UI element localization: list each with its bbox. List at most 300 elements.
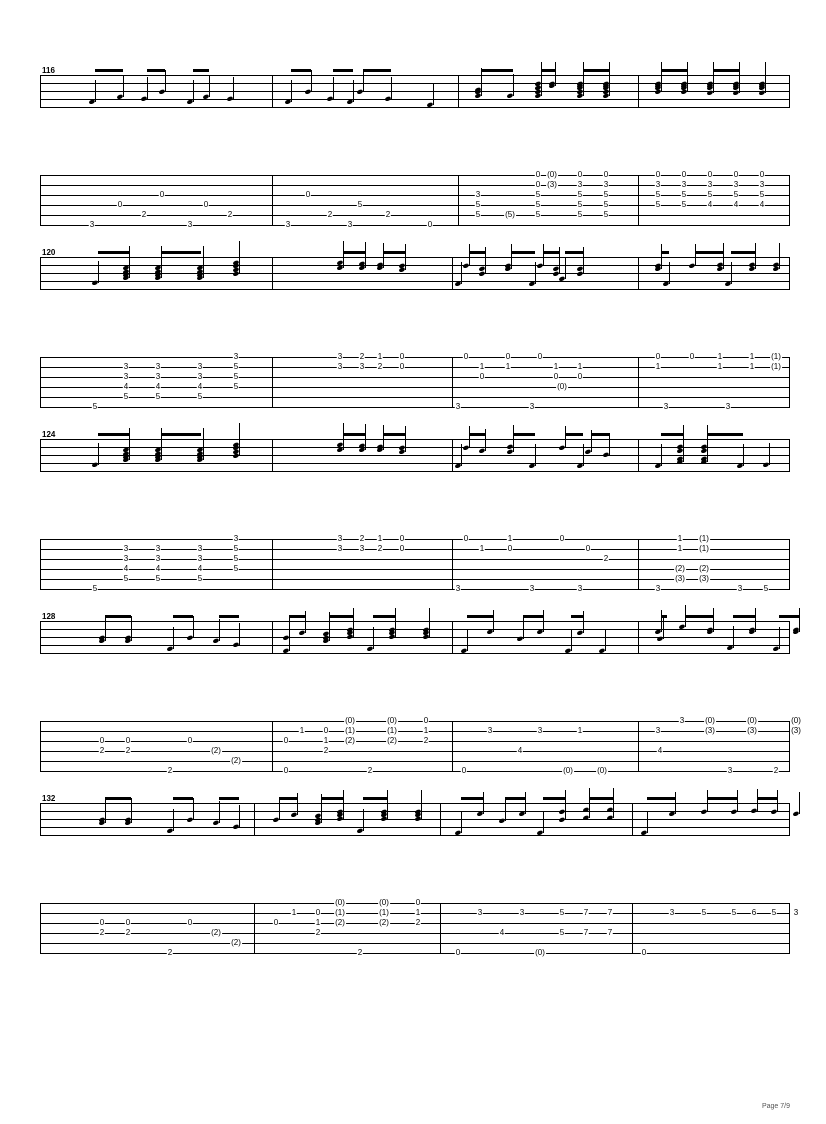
- tab-number: 2: [167, 948, 173, 957]
- note-stem: [493, 610, 494, 632]
- barline: [272, 175, 273, 226]
- tab-number: (2): [231, 756, 241, 765]
- tab-number: 3: [123, 544, 129, 553]
- tab-number: 5: [357, 200, 363, 209]
- tab-number: (2): [387, 736, 397, 745]
- tab-number: 2: [773, 766, 779, 775]
- beam: [147, 69, 165, 72]
- note-stem: [565, 798, 566, 820]
- barline: [40, 175, 41, 226]
- note-stem: [321, 801, 322, 823]
- barline: [452, 721, 453, 772]
- note-stem: [799, 792, 800, 814]
- beam: [219, 797, 239, 800]
- note-stem: [203, 438, 204, 460]
- tab-number: 1: [717, 352, 723, 361]
- tab-number: 3: [655, 584, 661, 593]
- note-stem: [233, 77, 234, 99]
- tab-number: 3: [337, 362, 343, 371]
- tab-number: 3: [681, 180, 687, 189]
- staff-line: [40, 455, 790, 456]
- tab-number: (3): [705, 726, 715, 735]
- note-stem: [239, 434, 240, 456]
- staff-line: [40, 621, 790, 622]
- barline: [40, 357, 41, 408]
- barline: [254, 903, 255, 954]
- barline: [452, 621, 453, 654]
- tab-number: 3: [655, 726, 661, 735]
- tab-number: 4: [517, 746, 523, 755]
- tab-number: 0: [117, 200, 123, 209]
- note-stem: [467, 629, 468, 651]
- barline-end: [789, 439, 790, 472]
- tab-number: 2: [327, 210, 333, 219]
- tab-number: 1: [677, 544, 683, 553]
- tab-number: 5: [701, 908, 707, 917]
- note-stem: [365, 428, 366, 450]
- staff-line: [40, 281, 790, 282]
- note-stem: [98, 443, 99, 465]
- tab-number: (0): [379, 898, 389, 907]
- tab-number: 0: [689, 352, 695, 361]
- tab-number: 5: [155, 392, 161, 401]
- tab-number: (0): [747, 716, 757, 725]
- beam: [333, 69, 353, 72]
- tab-number: 2: [385, 210, 391, 219]
- tablature-staff: [40, 716, 801, 775]
- note-stem: [583, 444, 584, 466]
- beam: [469, 251, 485, 254]
- tab-number: (0): [535, 948, 545, 957]
- note-stem: [555, 64, 556, 86]
- note-stem: [353, 80, 354, 102]
- tab-number: 2: [357, 948, 363, 957]
- beam: [329, 615, 353, 618]
- tab-number: 5: [233, 544, 239, 553]
- tab-number: 0: [203, 200, 209, 209]
- beam: [105, 797, 131, 800]
- tab-line: [40, 225, 790, 226]
- measure-number: 128: [42, 612, 56, 621]
- note-stem: [433, 83, 434, 105]
- note-stem: [713, 71, 714, 93]
- beam: [105, 615, 131, 618]
- tab-number: 0: [759, 170, 765, 179]
- barline: [440, 903, 441, 954]
- tab-number: 1: [479, 362, 485, 371]
- tab-number: 3: [455, 402, 461, 411]
- tab-number: 3: [359, 544, 365, 553]
- tab-number: (1): [699, 544, 709, 553]
- tab-number: 3: [197, 554, 203, 563]
- tab-number: (2): [379, 918, 389, 927]
- beam: [461, 797, 483, 800]
- note-stem: [209, 75, 210, 97]
- tab-number: 3: [537, 726, 543, 735]
- note-stem: [663, 617, 664, 639]
- tab-number: (2): [699, 564, 709, 573]
- note-stem: [131, 801, 132, 823]
- barline: [638, 439, 639, 472]
- barline: [40, 621, 41, 654]
- tab-number: 2: [125, 746, 131, 755]
- beam: [173, 615, 193, 618]
- tab-number: 7: [607, 928, 613, 937]
- barline: [40, 75, 41, 108]
- tab-number: 0: [463, 352, 469, 361]
- tab-number: 0: [655, 170, 661, 179]
- tab-number: 0: [399, 534, 405, 543]
- barline: [40, 721, 41, 772]
- tab-number: 5: [475, 200, 481, 209]
- tab-number: 3: [475, 190, 481, 199]
- note-stem: [481, 74, 482, 96]
- note-stem: [707, 790, 708, 812]
- tab-number: 3: [669, 908, 675, 917]
- tab-number: 5: [707, 190, 713, 199]
- notation-staff: [40, 803, 790, 836]
- note-stem: [755, 247, 756, 269]
- tab-number: 1: [505, 362, 511, 371]
- note-stem: [707, 440, 708, 462]
- tab-number: (3): [547, 180, 557, 189]
- tab-number: 0: [159, 190, 165, 199]
- tab-number: 3: [577, 584, 583, 593]
- tab-number: 2: [99, 746, 105, 755]
- note-stem: [461, 811, 462, 833]
- beam: [695, 251, 723, 254]
- note-stem: [147, 77, 148, 99]
- note-stem: [675, 792, 676, 814]
- tab-number: 0: [273, 918, 279, 927]
- note-stem: [609, 74, 610, 96]
- tab-number: 3: [197, 362, 203, 371]
- tab-number: (3): [791, 726, 801, 735]
- note-stem: [541, 74, 542, 96]
- tab-number: 5: [559, 908, 565, 917]
- note-stem: [405, 248, 406, 270]
- note-stem: [777, 790, 778, 812]
- tablature-staff: [40, 170, 790, 229]
- tab-number: 5: [763, 584, 769, 593]
- tab-number: 3: [733, 180, 739, 189]
- tab-number: 0: [415, 898, 421, 907]
- tab-number: 5: [233, 372, 239, 381]
- tab-number: 2: [359, 352, 365, 361]
- tab-number: 0: [559, 534, 565, 543]
- note-stem: [733, 626, 734, 648]
- staff-line: [40, 827, 790, 828]
- note-stem: [219, 619, 220, 641]
- note-stem: [311, 70, 312, 92]
- note-stem: [609, 433, 610, 455]
- note-stem: [485, 252, 486, 274]
- beam: [541, 69, 555, 72]
- tab-number: 0: [507, 544, 513, 553]
- note-stem: [583, 611, 584, 633]
- tab-number: 5: [92, 402, 98, 411]
- note-stem: [647, 811, 648, 833]
- beam: [523, 615, 543, 618]
- beam: [543, 797, 565, 800]
- note-stem: [543, 811, 544, 833]
- beam: [757, 797, 777, 800]
- barline: [254, 803, 255, 836]
- tab-number: (2): [335, 918, 345, 927]
- tab-number: 0: [655, 352, 661, 361]
- notation-staff: [40, 257, 790, 290]
- tab-line: [40, 215, 790, 216]
- barline: [452, 257, 453, 290]
- note-stem: [669, 262, 670, 284]
- tab-line: [40, 205, 790, 206]
- tab-number: 0: [733, 170, 739, 179]
- beam: [161, 433, 201, 436]
- tab-number: 0: [399, 352, 405, 361]
- tab-number: 0: [125, 918, 131, 927]
- note-stem: [173, 627, 174, 649]
- tab-number: 0: [537, 352, 543, 361]
- beam: [713, 69, 739, 72]
- tab-number: 7: [607, 908, 613, 917]
- tab-number: 7: [583, 928, 589, 937]
- notation-staff: [40, 621, 790, 654]
- note-stem: [765, 71, 766, 93]
- measure-number: 124: [42, 430, 56, 439]
- tab-number: 5: [535, 190, 541, 199]
- tab-number: 2: [125, 928, 131, 937]
- barline-end: [789, 175, 790, 226]
- beam: [469, 433, 485, 436]
- tab-number: 0: [505, 352, 511, 361]
- tab-line: [40, 357, 790, 358]
- beam: [363, 69, 391, 72]
- tab-number: (2): [675, 564, 685, 573]
- tab-number: 3: [359, 362, 365, 371]
- beam: [481, 69, 513, 72]
- note-stem: [739, 71, 740, 93]
- tab-number: 3: [655, 180, 661, 189]
- beam: [513, 433, 535, 436]
- tab-number: 1: [749, 362, 755, 371]
- note-stem: [333, 77, 334, 99]
- note-stem: [565, 257, 566, 279]
- tab-number: (0): [335, 898, 345, 907]
- note-stem: [305, 611, 306, 633]
- tab-number: 3: [155, 544, 161, 553]
- note-stem: [297, 793, 298, 815]
- note-stem: [583, 74, 584, 96]
- tab-number: 5: [155, 574, 161, 583]
- barline: [40, 803, 41, 836]
- tab-number: 5: [475, 210, 481, 219]
- note-stem: [713, 610, 714, 632]
- notation-staff: [40, 439, 790, 472]
- tab-number: 3: [155, 554, 161, 563]
- note-stem: [123, 75, 124, 97]
- note-stem: [421, 797, 422, 819]
- tab-number: 1: [291, 908, 297, 917]
- tab-number: 5: [603, 200, 609, 209]
- barline: [440, 803, 441, 836]
- tab-number: 1: [577, 362, 583, 371]
- barline: [40, 439, 41, 472]
- tab-number: 4: [197, 564, 203, 573]
- tab-line: [40, 933, 790, 934]
- tab-number: 1: [377, 534, 383, 543]
- staff-line: [40, 803, 790, 804]
- barline: [638, 721, 639, 772]
- note-stem: [329, 619, 330, 641]
- tab-number: 0: [535, 180, 541, 189]
- note-stem: [799, 610, 800, 632]
- tab-number: 0: [479, 372, 485, 381]
- note-stem: [219, 801, 220, 823]
- staff-line: [40, 653, 790, 654]
- beam: [565, 251, 583, 254]
- tab-number: 5: [577, 200, 583, 209]
- tab-number: 2: [423, 736, 429, 745]
- tab-number: 5: [197, 392, 203, 401]
- note-stem: [363, 809, 364, 831]
- tab-number: 2: [377, 544, 383, 553]
- tab-number: 3: [197, 372, 203, 381]
- tab-number: (0): [791, 716, 801, 725]
- tab-number: 3: [233, 534, 239, 543]
- beam: [343, 433, 365, 436]
- tab-line: [40, 407, 790, 408]
- tab-number: 2: [367, 766, 373, 775]
- tab-number: (1): [379, 908, 389, 917]
- tab-number: 5: [577, 190, 583, 199]
- tab-number: 3: [233, 352, 239, 361]
- beam: [779, 615, 799, 618]
- tab-number: 5: [559, 928, 565, 937]
- tab-number: 0: [553, 372, 559, 381]
- tab-number: 1: [315, 918, 321, 927]
- tab-number: 3: [727, 766, 733, 775]
- tab-number: 3: [759, 180, 765, 189]
- note-stem: [469, 244, 470, 266]
- note-stem: [695, 244, 696, 266]
- staff-line: [40, 645, 790, 646]
- barline: [638, 357, 639, 408]
- beam: [661, 69, 687, 72]
- tab-number: 3: [187, 220, 193, 229]
- note-stem: [373, 627, 374, 649]
- tab-line: [40, 721, 790, 722]
- staff-line: [40, 629, 790, 630]
- note-stem: [239, 623, 240, 645]
- beam: [95, 69, 123, 72]
- tab-number: 0: [707, 170, 713, 179]
- barline-end: [789, 357, 790, 408]
- note-stem: [193, 616, 194, 638]
- note-stem: [469, 426, 470, 448]
- staff-line: [40, 273, 790, 274]
- tab-number: 1: [577, 726, 583, 735]
- barline: [272, 439, 273, 472]
- tab-number: 4: [499, 928, 505, 937]
- beam: [467, 615, 493, 618]
- tab-number: 2: [227, 210, 233, 219]
- note-stem: [129, 256, 130, 278]
- note-stem: [543, 244, 544, 266]
- barline: [40, 539, 41, 590]
- note-stem: [279, 798, 280, 820]
- tab-number: 1: [507, 534, 513, 543]
- note-stem: [661, 444, 662, 466]
- beam: [583, 69, 609, 72]
- tab-number: (1): [771, 352, 781, 361]
- tab-number: 0: [577, 372, 583, 381]
- barline: [272, 257, 273, 290]
- tab-number: 3: [347, 220, 353, 229]
- tab-number: 7: [583, 908, 589, 917]
- note-stem: [605, 629, 606, 651]
- tab-number: 3: [603, 180, 609, 189]
- tab-number: (0): [705, 716, 715, 725]
- barline: [452, 539, 453, 590]
- tab-number: 0: [423, 716, 429, 725]
- tab-number: (1): [771, 362, 781, 371]
- tab-number: 2: [167, 766, 173, 775]
- note-stem: [769, 443, 770, 465]
- beam: [279, 797, 297, 800]
- barline: [452, 439, 453, 472]
- tablature-staff: [40, 534, 790, 593]
- barline: [638, 539, 639, 590]
- note-stem: [161, 438, 162, 460]
- tab-number: 0: [187, 736, 193, 745]
- tab-line: [40, 377, 790, 378]
- tab-number: 0: [427, 220, 433, 229]
- tab-number: 2: [323, 746, 329, 755]
- staff-line: [40, 265, 790, 266]
- tab-number: 1: [299, 726, 305, 735]
- barline: [40, 257, 41, 290]
- tab-number: 3: [679, 716, 685, 725]
- tab-number: 5: [733, 190, 739, 199]
- tab-number: 0: [461, 766, 467, 775]
- tab-number: 3: [529, 584, 535, 593]
- tab-number: 5: [233, 554, 239, 563]
- note-stem: [525, 792, 526, 814]
- note-stem: [571, 629, 572, 651]
- tab-number: 2: [377, 362, 383, 371]
- barline-end: [789, 621, 790, 654]
- tab-number: 3: [285, 220, 291, 229]
- tab-number: 5: [197, 574, 203, 583]
- staff-line: [40, 107, 790, 108]
- tab-number: 5: [731, 908, 737, 917]
- tablature-staff: [40, 898, 799, 957]
- tab-number: 5: [603, 210, 609, 219]
- note-stem: [383, 428, 384, 450]
- tab-number: 3: [155, 362, 161, 371]
- beam: [289, 615, 305, 618]
- note-stem: [291, 80, 292, 102]
- tab-number: 0: [99, 736, 105, 745]
- beam: [685, 615, 713, 618]
- tab-number: 0: [463, 534, 469, 543]
- staff-line: [40, 257, 790, 258]
- tab-number: 5: [681, 190, 687, 199]
- note-stem: [589, 796, 590, 818]
- tab-line: [40, 559, 790, 560]
- note-stem: [239, 805, 240, 827]
- note-stem: [583, 252, 584, 274]
